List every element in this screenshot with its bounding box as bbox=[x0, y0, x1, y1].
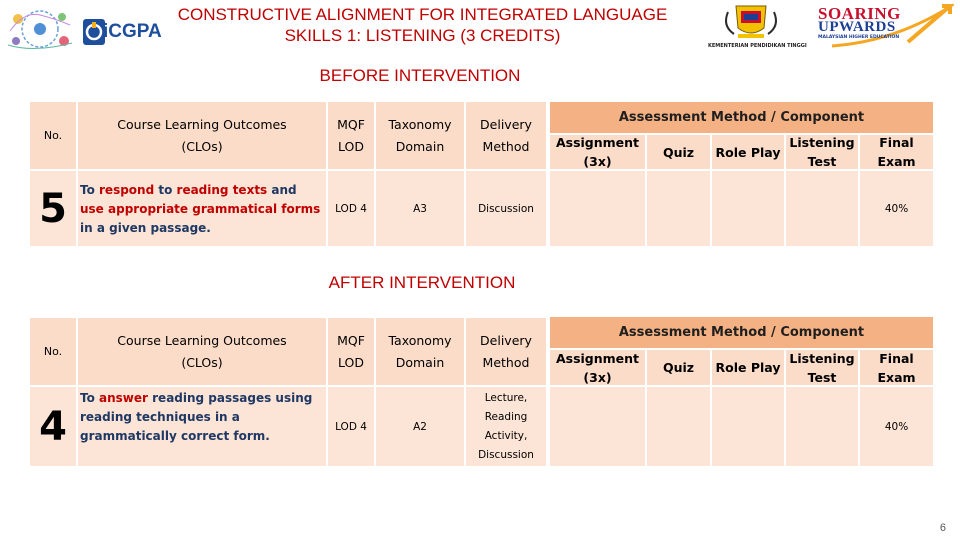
after-delivery-line: Discussion bbox=[478, 448, 534, 461]
after-delivery-line: Reading bbox=[484, 410, 528, 423]
after-final-exam-value: 40% bbox=[860, 387, 933, 466]
soaring-line2: UPWARDS bbox=[818, 19, 896, 35]
before-col-taxonomy bbox=[376, 102, 464, 169]
after-delivery-value bbox=[466, 387, 546, 466]
before-col-tax-line1: Taxonomy bbox=[388, 116, 452, 132]
before-clo-text bbox=[80, 181, 324, 238]
after-col-taxonomy bbox=[376, 318, 464, 385]
before-clo-keyword-respond: respond bbox=[99, 183, 155, 197]
after-assignment-value bbox=[550, 387, 645, 466]
page-title bbox=[150, 4, 695, 46]
icgpa-logo-text: iCGPA bbox=[103, 21, 162, 42]
before-quiz-value bbox=[647, 171, 710, 246]
crest-caption: KEMENTERIAN PENDIDIKAN TINGGI bbox=[708, 43, 807, 49]
after-col-assignment-line1: Assignment bbox=[555, 350, 640, 366]
doodle-logo-icon bbox=[4, 5, 76, 53]
before-clo-number: 5 bbox=[30, 171, 76, 246]
after-col-quiz: Quiz bbox=[647, 350, 710, 385]
after-quiz-value bbox=[647, 387, 710, 466]
before-section-title: BEFORE INTERVENTION bbox=[319, 66, 521, 85]
before-assignment-value bbox=[550, 171, 645, 246]
before-col-mqf-line1: MQF bbox=[337, 116, 365, 132]
after-clo-text bbox=[80, 389, 324, 446]
after-delivery-line: Lecture, bbox=[484, 391, 528, 404]
before-col-mqf bbox=[328, 102, 374, 169]
before-col-listening-line1: Listening bbox=[789, 135, 855, 150]
after-col-del-line2: Method bbox=[482, 354, 530, 370]
after-clo-keyword-answer: answer bbox=[99, 391, 148, 405]
after-clo-number: 4 bbox=[30, 387, 76, 466]
before-col-final-exam: Final Exam bbox=[860, 135, 933, 169]
after-mqf-value: LOD 4 bbox=[328, 387, 374, 466]
after-col-assignment-line2: (3x) bbox=[583, 369, 612, 385]
after-col-delivery bbox=[466, 318, 546, 385]
after-col-listening-test bbox=[786, 350, 858, 385]
after-section-title: AFTER INTERVENTION bbox=[328, 273, 516, 292]
after-col-mqf-line2: LOD bbox=[338, 354, 364, 370]
before-delivery-value: Discussion bbox=[466, 171, 546, 246]
soaring-tagline: MALAYSIAN HIGHER EDUCATION bbox=[818, 35, 900, 40]
before-clo-part: in a given passage. bbox=[80, 221, 211, 235]
after-col-clo bbox=[78, 318, 326, 385]
after-col-tax-line2: Domain bbox=[395, 354, 445, 370]
before-col-del-line2: Method bbox=[482, 138, 530, 154]
after-col-final-exam: Final Exam bbox=[860, 350, 933, 385]
before-clo-part: to bbox=[154, 183, 177, 197]
after-col-listening-line1: Listening bbox=[789, 350, 855, 366]
before-col-listening-line2: Test bbox=[807, 154, 837, 169]
after-listening-value bbox=[786, 387, 858, 466]
before-col-quiz: Quiz bbox=[647, 135, 710, 169]
after-clo-part: To bbox=[80, 391, 100, 405]
soaring-upwards-logo bbox=[812, 2, 954, 48]
icgpa-logo bbox=[83, 19, 162, 45]
before-clo-part: To bbox=[80, 183, 100, 197]
after-col-mqf bbox=[328, 318, 374, 385]
before-col-role-play: Role Play bbox=[712, 135, 784, 169]
after-col-clo-line1: Course Learning Outcomes bbox=[117, 332, 287, 348]
after-delivery-line: Activity, bbox=[484, 429, 528, 442]
after-col-role-play: Role Play bbox=[712, 350, 784, 385]
before-mqf-value: LOD 4 bbox=[328, 171, 374, 246]
before-listening-value bbox=[786, 171, 858, 246]
before-col-assignment bbox=[550, 135, 645, 169]
before-col-assignment-line2: (3x) bbox=[583, 154, 612, 169]
before-col-no: No. bbox=[30, 102, 76, 169]
after-col-mqf-line1: MQF bbox=[337, 332, 365, 348]
before-taxonomy-value: A3 bbox=[376, 171, 464, 246]
before-col-del-line1: Delivery bbox=[480, 116, 532, 132]
before-final-exam-value: 40% bbox=[860, 171, 933, 246]
before-col-clo bbox=[78, 102, 326, 169]
before-col-assignment-line1: Assignment bbox=[555, 135, 640, 150]
before-col-listening-test bbox=[786, 135, 858, 169]
before-col-delivery bbox=[466, 102, 546, 169]
after-col-tax-line1: Taxonomy bbox=[388, 332, 452, 348]
page-title-line1: CONSTRUCTIVE ALIGNMENT FOR INTEGRATED LANGUAGE bbox=[177, 5, 668, 24]
after-col-no: No. bbox=[30, 318, 76, 385]
page-number: 6 bbox=[939, 522, 946, 534]
after-col-clo-line2: (CLOs) bbox=[181, 354, 223, 370]
before-clo-keyword-use: use bbox=[80, 202, 104, 216]
ministry-crest-logo bbox=[708, 2, 807, 52]
after-assessment-title: Assessment Method / Component bbox=[550, 317, 933, 348]
before-col-clo-line1: Course Learning Outcomes bbox=[117, 116, 287, 132]
page-title-line2: SKILLS 1: LISTENING (3 CREDITS) bbox=[284, 26, 561, 45]
after-col-listening-line2: Test bbox=[807, 369, 837, 385]
after-col-del-line1: Delivery bbox=[480, 332, 532, 348]
before-clo-keyword-grammatical-forms: appropriate grammatical forms bbox=[108, 202, 321, 216]
before-col-tax-line2: Domain bbox=[395, 138, 445, 154]
before-col-clo-line2: (CLOs) bbox=[181, 138, 223, 154]
after-col-assignment bbox=[550, 350, 645, 385]
before-clo-keyword-reading-texts: reading texts bbox=[176, 183, 268, 197]
before-col-mqf-line2: LOD bbox=[338, 138, 364, 154]
before-role-play-value bbox=[712, 171, 784, 246]
after-taxonomy-value: A2 bbox=[376, 387, 464, 466]
after-clo-part: reading passages using reading techniques in a grammatically correct form. bbox=[80, 391, 313, 443]
before-assessment-title: Assessment Method / Component bbox=[550, 102, 933, 133]
before-clo-part: and bbox=[267, 183, 297, 197]
after-role-play-value bbox=[712, 387, 784, 466]
soaring-line1: SOARING bbox=[818, 4, 901, 23]
